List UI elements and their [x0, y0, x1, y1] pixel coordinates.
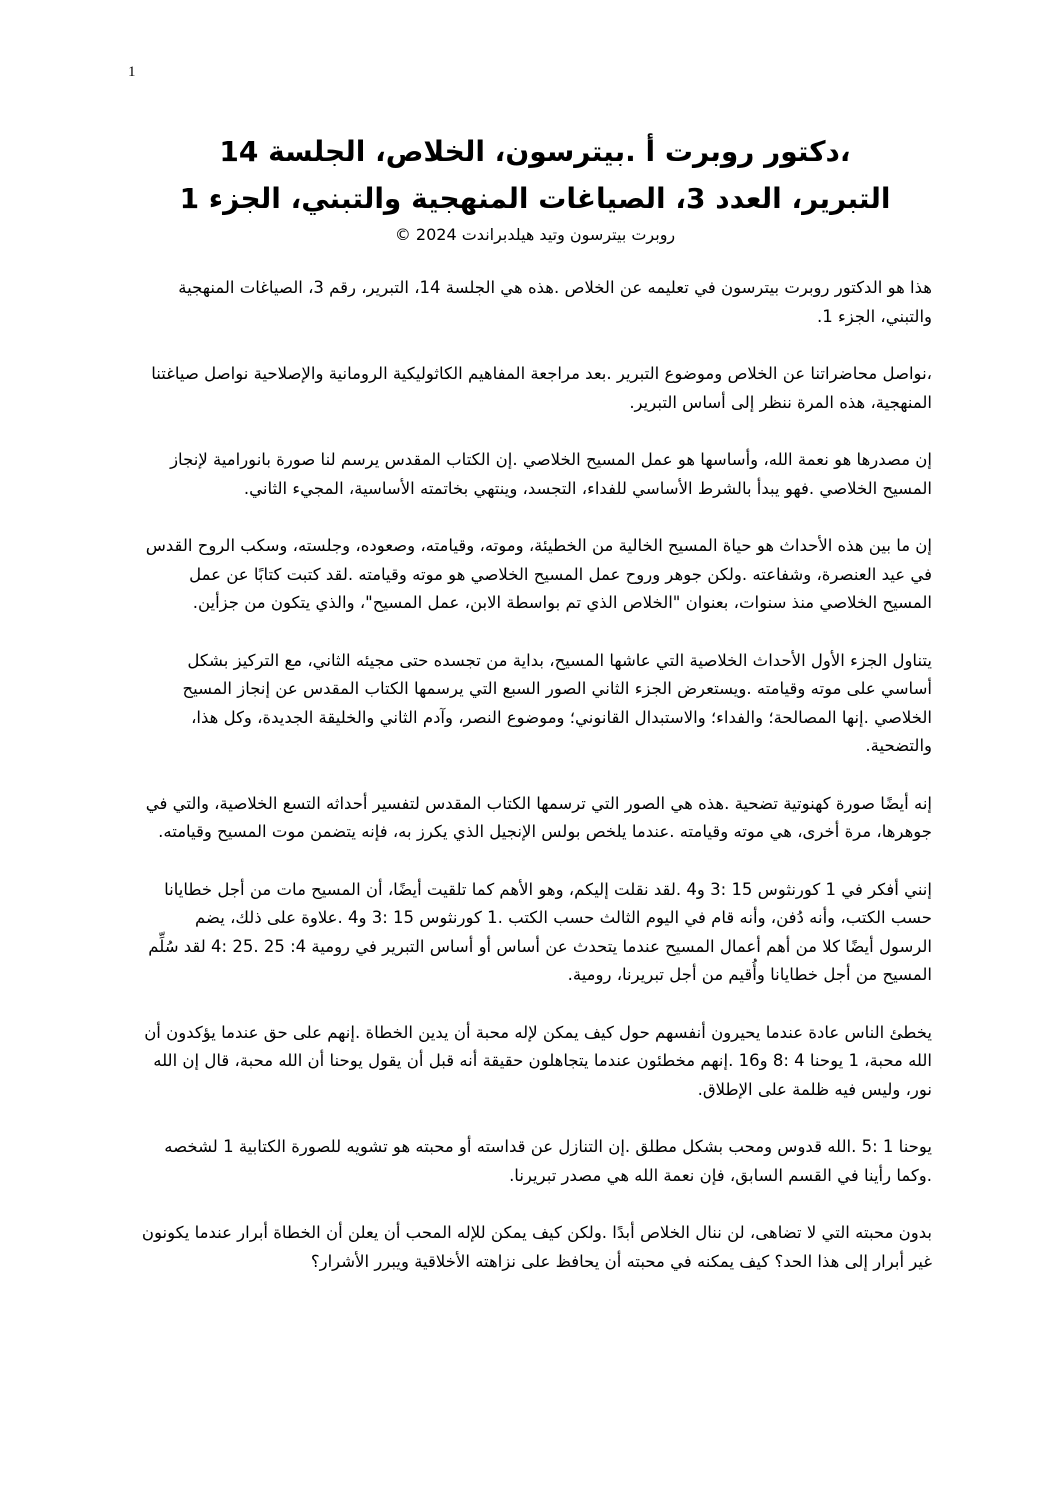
copyright-line: روبرت بيترسون وتيد هيلدبراندت 2024 ©: [394, 225, 676, 244]
paragraph: إن مصدرها هو نعمة الله، وأساسها هو عمل المسيح الخلاصي .إن الكتاب المقدس يرسم لنا صورة بانورامية لإنجاز المسيح الخلاصي .فهو يبدأ بالشرط الأساسي للفداء، التجسد، وينتهي بخاتمته الأساسية، المجيء الثاني.: [170, 450, 932, 498]
page-number: 1: [128, 64, 136, 80]
paragraph: إنه أيضًا صورة كهنوتية تضحية .هذه هي الصور التي ترسمها الكتاب المقدس لتفسير أحداثه التسع الخلاصية، والتي في جوهرها، مرة أخرى، هي موته وقيامته .عندما يلخص بولس الإنجيل الذي يكرز به، فإنه يتضمن موت المسيح وقيامته.: [145, 793, 932, 841]
paragraph: إن ما بين هذه الأحداث هو حياة المسيح الخالية من الخطيئة، وموته، وقيامته، وصعوده، وجلسته، وسكب الروح القدس في عيد العنصرة، وشفاعته .ولكن جوهر وروح عمل المسيح الخلاصي هو موته وقيامته .لقد كتبت كتابًا عن عمل المسيح الخلاصي منذ سنوات، بعنوان "الخلاص الذي تم بواسطة الابن، عمل المسيح"، والذي يتكون من جزأين.: [145, 536, 932, 612]
paragraph: ،نواصل محاضراتنا عن الخلاص وموضوع التبرير .بعد مراجعة المفاهيم الكاثوليكية الرومانية والإصلاحية نواصل صياغتنا المنهجية، هذه المرة ننظر إلى أساس التبرير.: [151, 364, 932, 412]
title-block: [140, 128, 930, 248]
paragraph: إنني أفكر في 1 كورنثوس 15 :3 و4 .لقد نقلت إليكم، وهو الأهم كما تلقيت أيضًا، أن المسيح مات من أجل خطايانا حسب الكتب، وأنه دُفن، وأنه قام في اليوم الثالث حسب الكتب .1 كورنثوس 15 :3 و4 .علاوة على ذلك، يضم الرسول أيضًا كلا من أهم أعمال المسيح عندما يتحدث عن أساس أو أساس التبرير في رومية 4: 25 .25 :4 لقد سُلِّم المسيح من أجل خطايانا وأُقيم من أجل تبريرنا، رومية.: [148, 879, 932, 984]
paragraph: يخطئ الناس عادة عندما يحيرون أنفسهم حول كيف يمكن لإله محبة أن يدين الخطاة .إنهم على حق عندما يؤكدون أن الله محبة، 1 يوحنا 4 :8 و16 .إنهم مخطئون عندما يتجاهلون حقيقة أنه قبل أن يقول يوحنا أن الله محبة، قال إن الله نور، وليس فيه ظلمة على الإطلاق.: [144, 1022, 932, 1099]
document-body: [140, 274, 932, 1305]
paragraph: يتناول الجزء الأول الأحداث الخلاصية التي عاشها المسيح، بداية من تجسده حتى مجيئه الثاني، مع التركيز بشكل أساسي على موته وقيامته .ويستعرض الجزء الثاني الصور السبع التي يرسمها الكتاب المقدس عن إنجاز المسيح الخلاصي .إنها المصالحة؛ والفداء؛ والاستبدال القانوني؛ وموضوع النصر، وآدم الثاني والخليقة الجديدة، وكل هذا، والتضحية.: [182, 650, 932, 755]
paragraph: يوحنا 1 :5 .الله قدوس ومحب بشكل مطلق .إن التنازل عن قداسته أو محبته هو تشويه للصورة الكتابية 1 لشخصه .وكما رأينا في القسم السابق، فإن نعمة الله هي مصدر تبريرنا.: [164, 1137, 932, 1185]
document-title-line-2: التبرير، العدد 3، الصياغات المنهجية والتبني، الجزء 1: [179, 182, 891, 215]
document-title-line-1: ،دكتور روبرت أ .بيترسون، الخلاص، الجلسة 14: [219, 135, 851, 168]
paragraph: بدون محبته التي لا تضاهى، لن ننال الخلاص أبدًا .ولكن كيف يمكن للإله المحب أن يعلن أن الخطاة أبرار عندما يكونون غير أبرار إلى هذا الحد؟ كيف يمكنه في محبته أن يحافظ على نزاهته الأخلاقية ويبرر الأشرار؟: [141, 1223, 932, 1271]
paragraph: هذا هو الدكتور روبرت بيترسون في تعليمه عن الخلاص .هذه هي الجلسة 14، التبرير، رقم 3، الصياغات المنهجية والتبني، الجزء 1.: [178, 278, 932, 326]
